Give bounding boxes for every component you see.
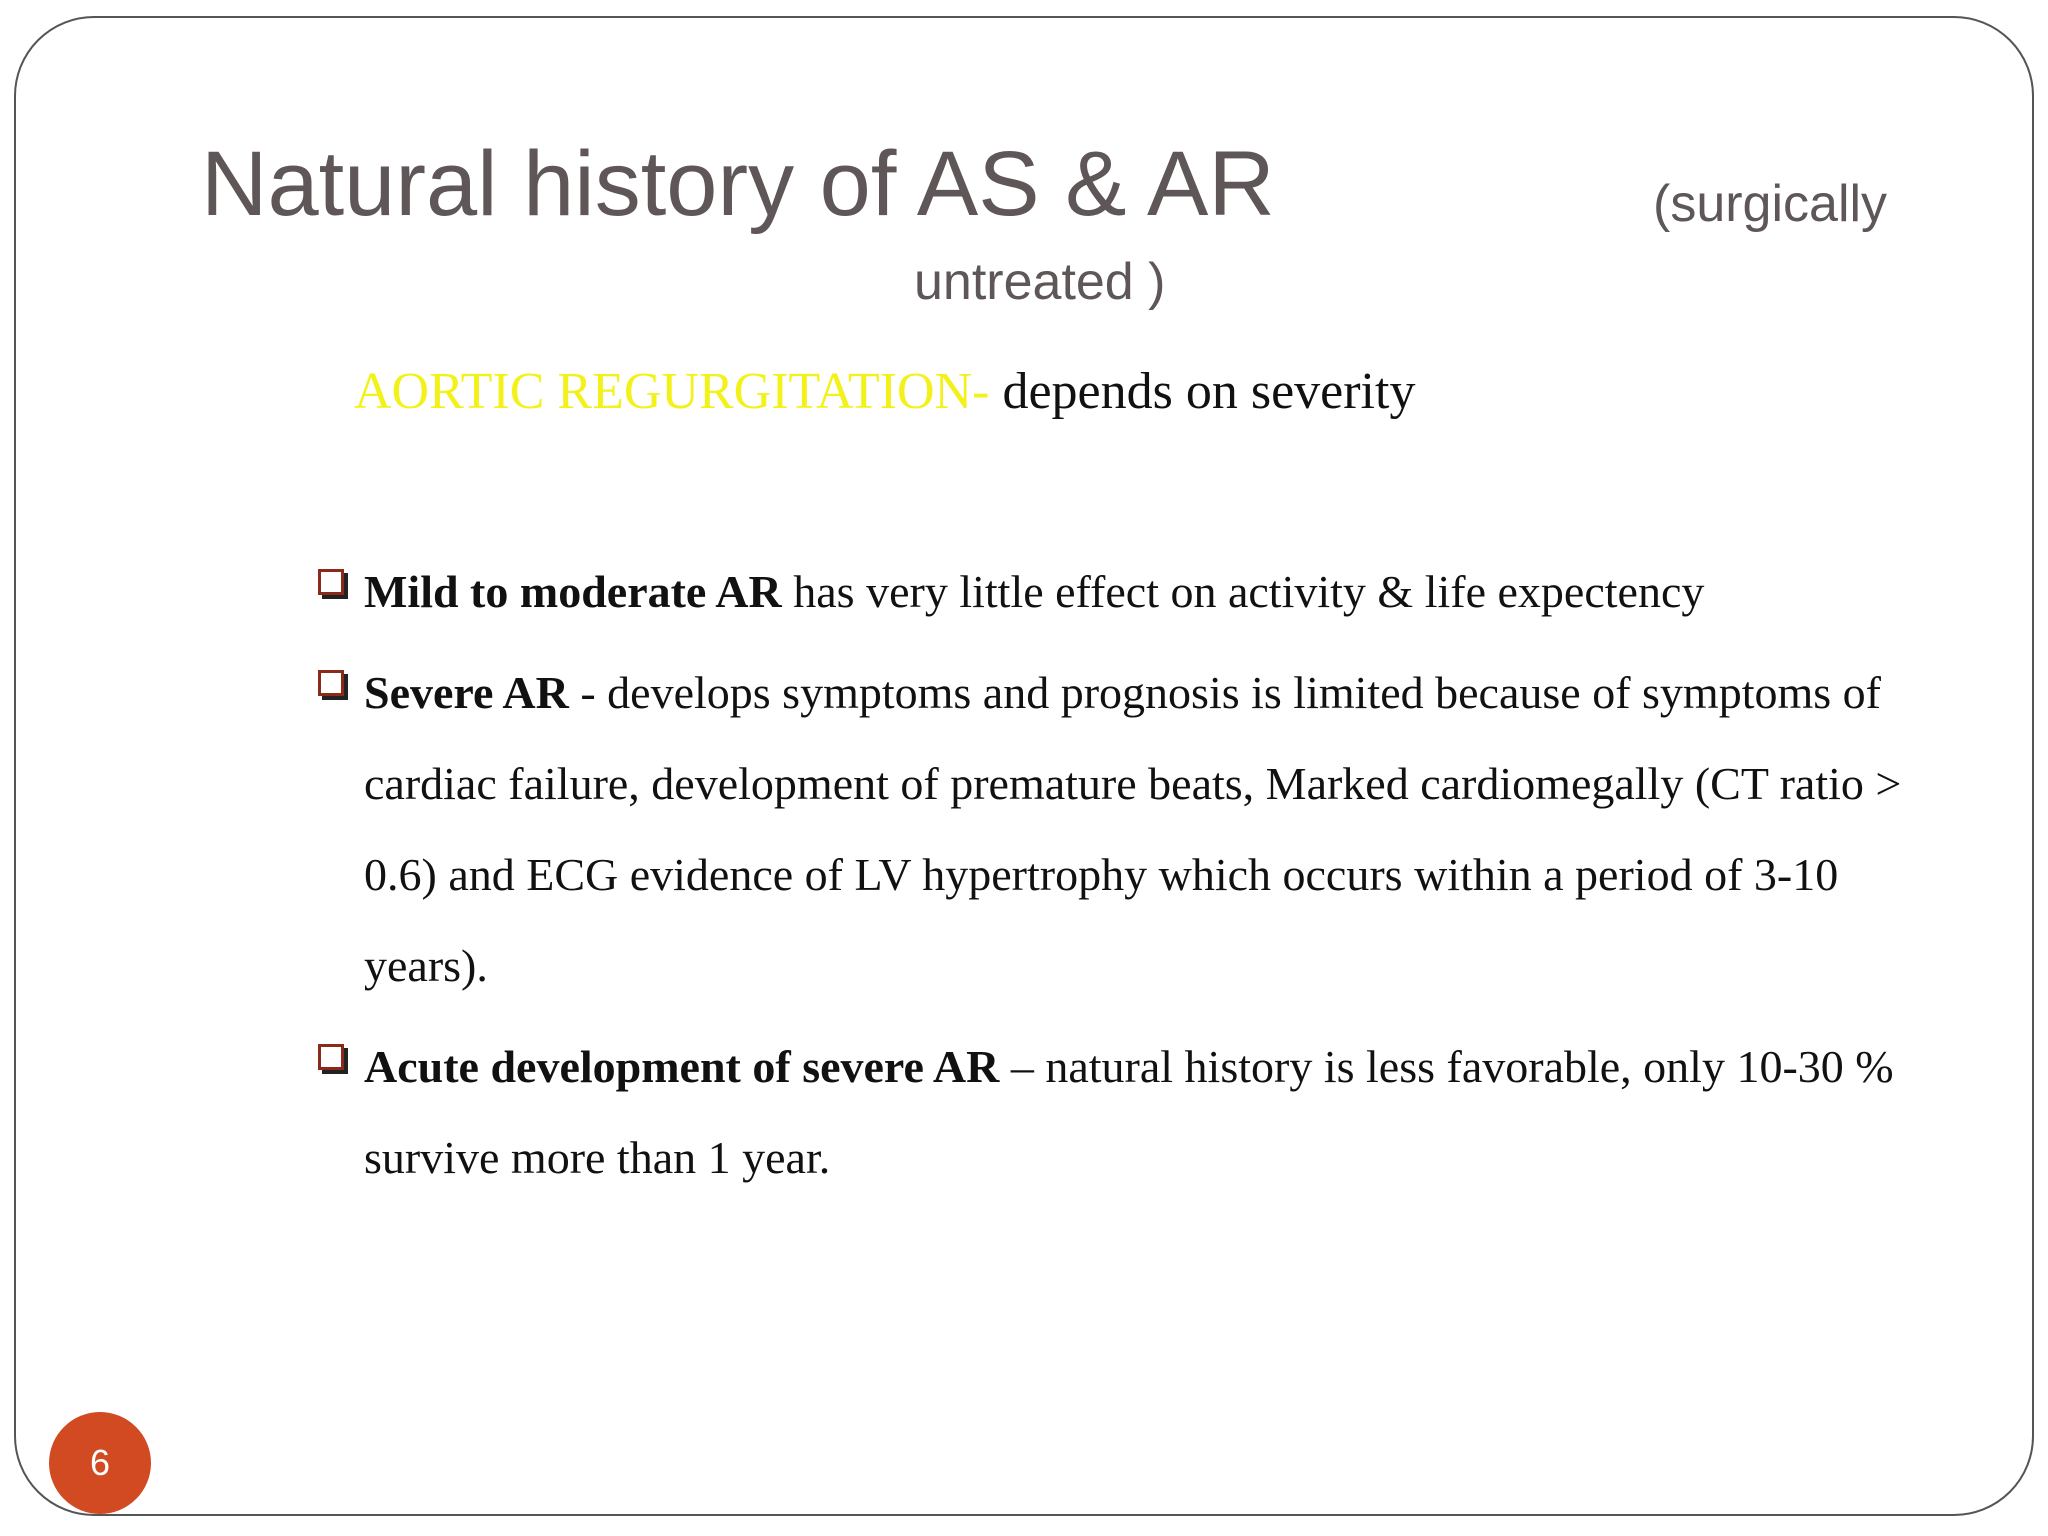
bullet-text: has very little effect on activity & life expectency (781, 566, 1705, 617)
bullet-bold: Acute development of severe AR (364, 1041, 1000, 1092)
slide-title-paren: (surgically (1653, 175, 1888, 233)
subheading-rest: depends on severity (989, 363, 1416, 420)
bullet-text: – natural history is less favorable, only 10-30 % survive more than 1 year. (364, 1041, 1894, 1183)
slide-frame (14, 16, 2034, 1516)
bullet-list (316, 546, 1956, 1213)
checkbox-bullet-icon (318, 670, 344, 696)
bullet-text: - develops symptoms and prognosis is limited because of symptoms of cardiac failure, development of premature beats, Marked cardiomegally (CT ratio > 0.6) and ECG evidence of LV hypertrophy which occurs within a period of 3-10 years). (364, 667, 1902, 991)
page-number-badge: 6 (49, 1412, 151, 1514)
bullet-item-severe (316, 647, 1956, 1011)
slide-title-untreated: untreated ) (914, 253, 1166, 311)
subheading-highlight: AORTIC REGURGITATION- (354, 363, 990, 420)
slide-title: Natural history of AS & AR (201, 133, 1275, 235)
bullet-bold: Severe AR (364, 667, 569, 718)
bullet-item-acute (316, 1021, 1956, 1203)
bullet-item-mild (316, 546, 1956, 637)
checkbox-bullet-icon (318, 1044, 344, 1070)
bullet-bold: Mild to moderate AR (364, 566, 782, 617)
subheading (354, 363, 1416, 420)
checkbox-bullet-icon (318, 569, 344, 595)
